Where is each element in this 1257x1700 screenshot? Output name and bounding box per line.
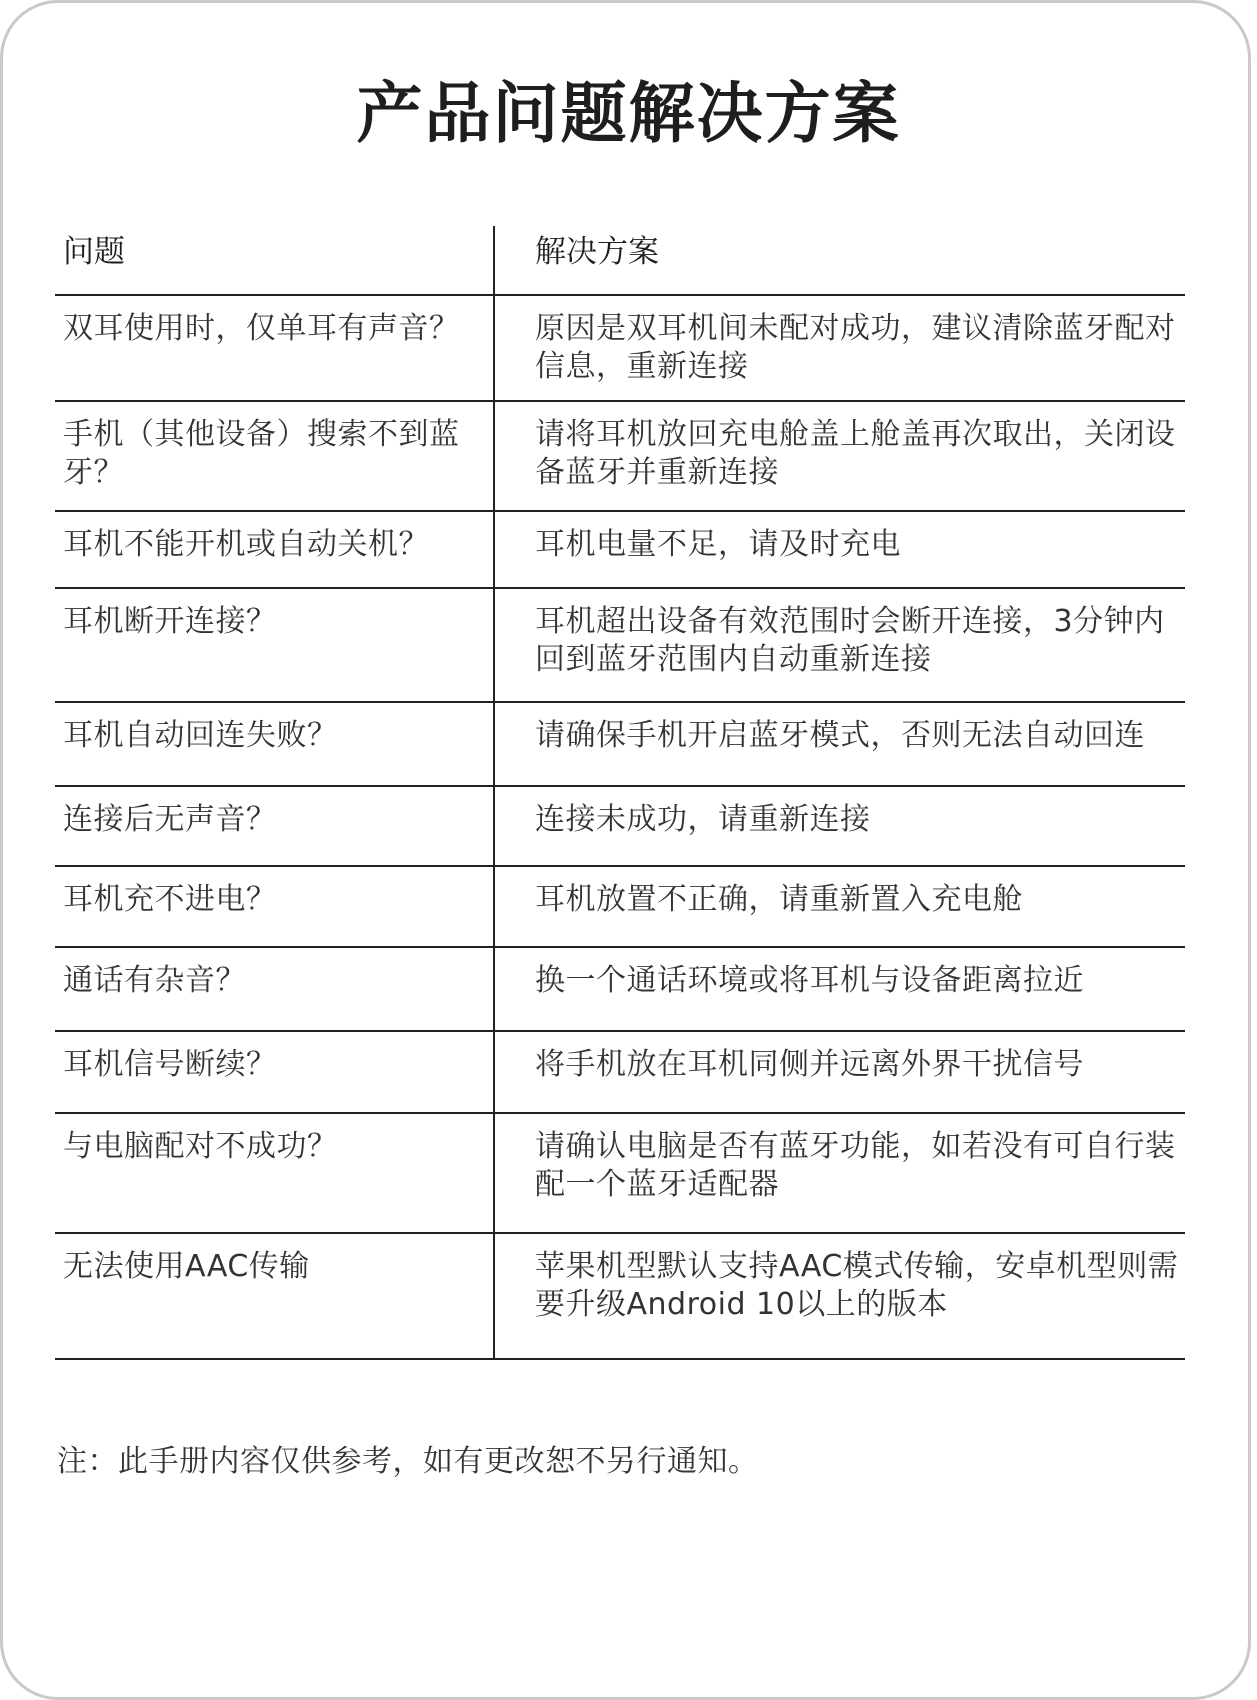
table-row	[55, 1234, 1185, 1360]
solution-cell: 请确保手机开启蓝牙模式，否则无法自动回连	[535, 718, 1145, 753]
header-question: 问题	[55, 226, 495, 294]
solution-cell: 请确认电脑是否有蓝牙功能，如若没有可自行装配一个蓝牙适配器	[535, 1129, 1176, 1202]
question-cell: 耳机不能开机或自动关机？	[55, 512, 495, 587]
solution-cell: 耳机电量不足，请及时充电	[535, 527, 901, 562]
question-cell: 连接后无声音？	[55, 787, 495, 865]
table-row	[55, 296, 1185, 402]
table-row	[55, 1114, 1185, 1234]
footnote: 注：此手册内容仅供参考，如有更改恕不另行通知。	[57, 1444, 759, 1479]
solution-cell: 请将耳机放回充电舱盖上舱盖再次取出，关闭设备蓝牙并重新连接	[535, 417, 1176, 490]
question-cell: 双耳使用时，仅单耳有声音？	[55, 296, 495, 400]
faq-table	[55, 226, 1185, 1360]
header-solution: 解决方案	[535, 234, 659, 270]
solution-cell: 耳机放置不正确，请重新置入充电舱	[535, 882, 1023, 917]
question-cell: 耳机断开连接？	[55, 589, 495, 701]
table-row	[55, 512, 1185, 589]
table-header	[55, 226, 1185, 296]
solution-cell: 苹果机型默认支持AAC模式传输，安卓机型则需要升级Android 10以上的版本	[535, 1249, 1179, 1322]
question-cell: 无法使用AAC传输	[55, 1234, 495, 1358]
solution-cell: 原因是双耳机间未配对成功，建议清除蓝牙配对信息，重新连接	[535, 311, 1176, 384]
question-cell: 与电脑配对不成功？	[55, 1114, 495, 1232]
question-cell: 耳机充不进电？	[55, 867, 495, 946]
page-title: 产品问题解决方案	[356, 75, 901, 152]
solution-cell: 耳机超出设备有效范围时会断开连接，3分钟内回到蓝牙范围内自动重新连接	[535, 604, 1165, 677]
solution-cell: 换一个通话环境或将耳机与设备距离拉近	[535, 963, 1084, 998]
table-row	[55, 787, 1185, 867]
question-cell: 耳机自动回连失败？	[55, 703, 495, 785]
table-row	[55, 402, 1185, 512]
table-row	[55, 948, 1185, 1032]
solution-cell: 连接未成功，请重新连接	[535, 802, 871, 837]
question-cell: 通话有杂音？	[55, 948, 495, 1030]
question-cell: 手机（其他设备）搜索不到蓝牙？	[55, 402, 495, 510]
question-cell: 耳机信号断续？	[55, 1032, 495, 1112]
table-row	[55, 1032, 1185, 1114]
table-row	[55, 867, 1185, 948]
table-row	[55, 703, 1185, 787]
table-row	[55, 589, 1185, 703]
solution-cell: 将手机放在耳机同侧并远离外界干扰信号	[535, 1047, 1084, 1082]
